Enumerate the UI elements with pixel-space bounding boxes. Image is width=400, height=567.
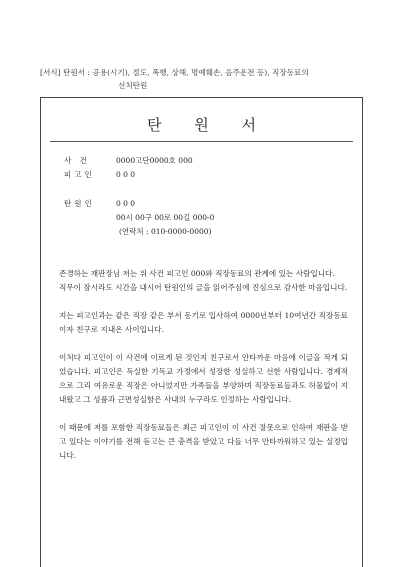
title-divider — [50, 141, 353, 142]
defendant-label: 피고인 — [64, 170, 95, 179]
defendant-row — [64, 169, 135, 180]
case-value: 0000고단0000호 000 — [116, 156, 193, 165]
petitioner-phone: (연락처 : 010-0000-0000) — [119, 227, 212, 236]
petitioner-address: 00시 00구 00로 00길 000-0 — [116, 213, 215, 222]
header-line-1: [서식] 탄원서 : 공용(시기), 절도, 폭행, 상해, 명예훼손, 음주운전 등), 직장동료의 — [40, 68, 309, 77]
petitioner-row — [64, 198, 135, 209]
document-title: 탄 원 서 — [146, 116, 270, 134]
defendant-value: 0 0 0 — [116, 170, 136, 179]
body-paragraph: 이처다 피고인이 이 사건에 이르게 된 것인지 친구로서 안타까운 마음에 이글을 적게 되었습니다. 피고인은 독실한 기독교 가정에서 성장한 성실하고 선한 사람입니다. 경제적으로 그리 여유로운 직장은 아니었지만 가족들을 부양하며 직장동료들과도 허물없이 지내왔고 그 성품과 근면성실함은 사내의 누구라도 인정하는 사람입니다. — [59, 353, 348, 404]
body-paragraph: 이 때문에 저를 포함한 직장동료들은 최근 피고인이 이 사건 잘못으로 인하여 재판을 받고 있다는 이야기를 전해 듣고는 큰 충격을 받았고 다들 너무 안타까워하고 있는 실정입니다. — [59, 423, 348, 460]
petition-body — [59, 267, 348, 477]
petitioner-label: 탄원인 — [64, 199, 95, 208]
petitioner-address-row — [64, 212, 214, 223]
petitioner-name: 0 0 0 — [116, 199, 136, 208]
body-paragraph: 지는 피고인과는 같은 직장 같은 부서 동기로 입사하여 0000년부터 10여년간 직장동료이자 친구로 지내온 사이입니다. — [59, 311, 348, 334]
body-paragraph: 존경하는 재판장님 저는 위 사건 피고인 000와 직장동료의 관계에 있는 사람입니다. 직무이 잠시라도 시간을 내시어 탄원인의 글을 읽어주심에 진심으로 감사한 마음입니다. — [59, 269, 348, 292]
header-line-2: 선처탄원 — [118, 81, 148, 90]
case-row — [64, 155, 193, 166]
petition-document — [40, 97, 363, 567]
case-label: 사 건 — [64, 156, 90, 165]
petitioner-phone-row — [64, 226, 211, 237]
form-header — [40, 66, 370, 92]
